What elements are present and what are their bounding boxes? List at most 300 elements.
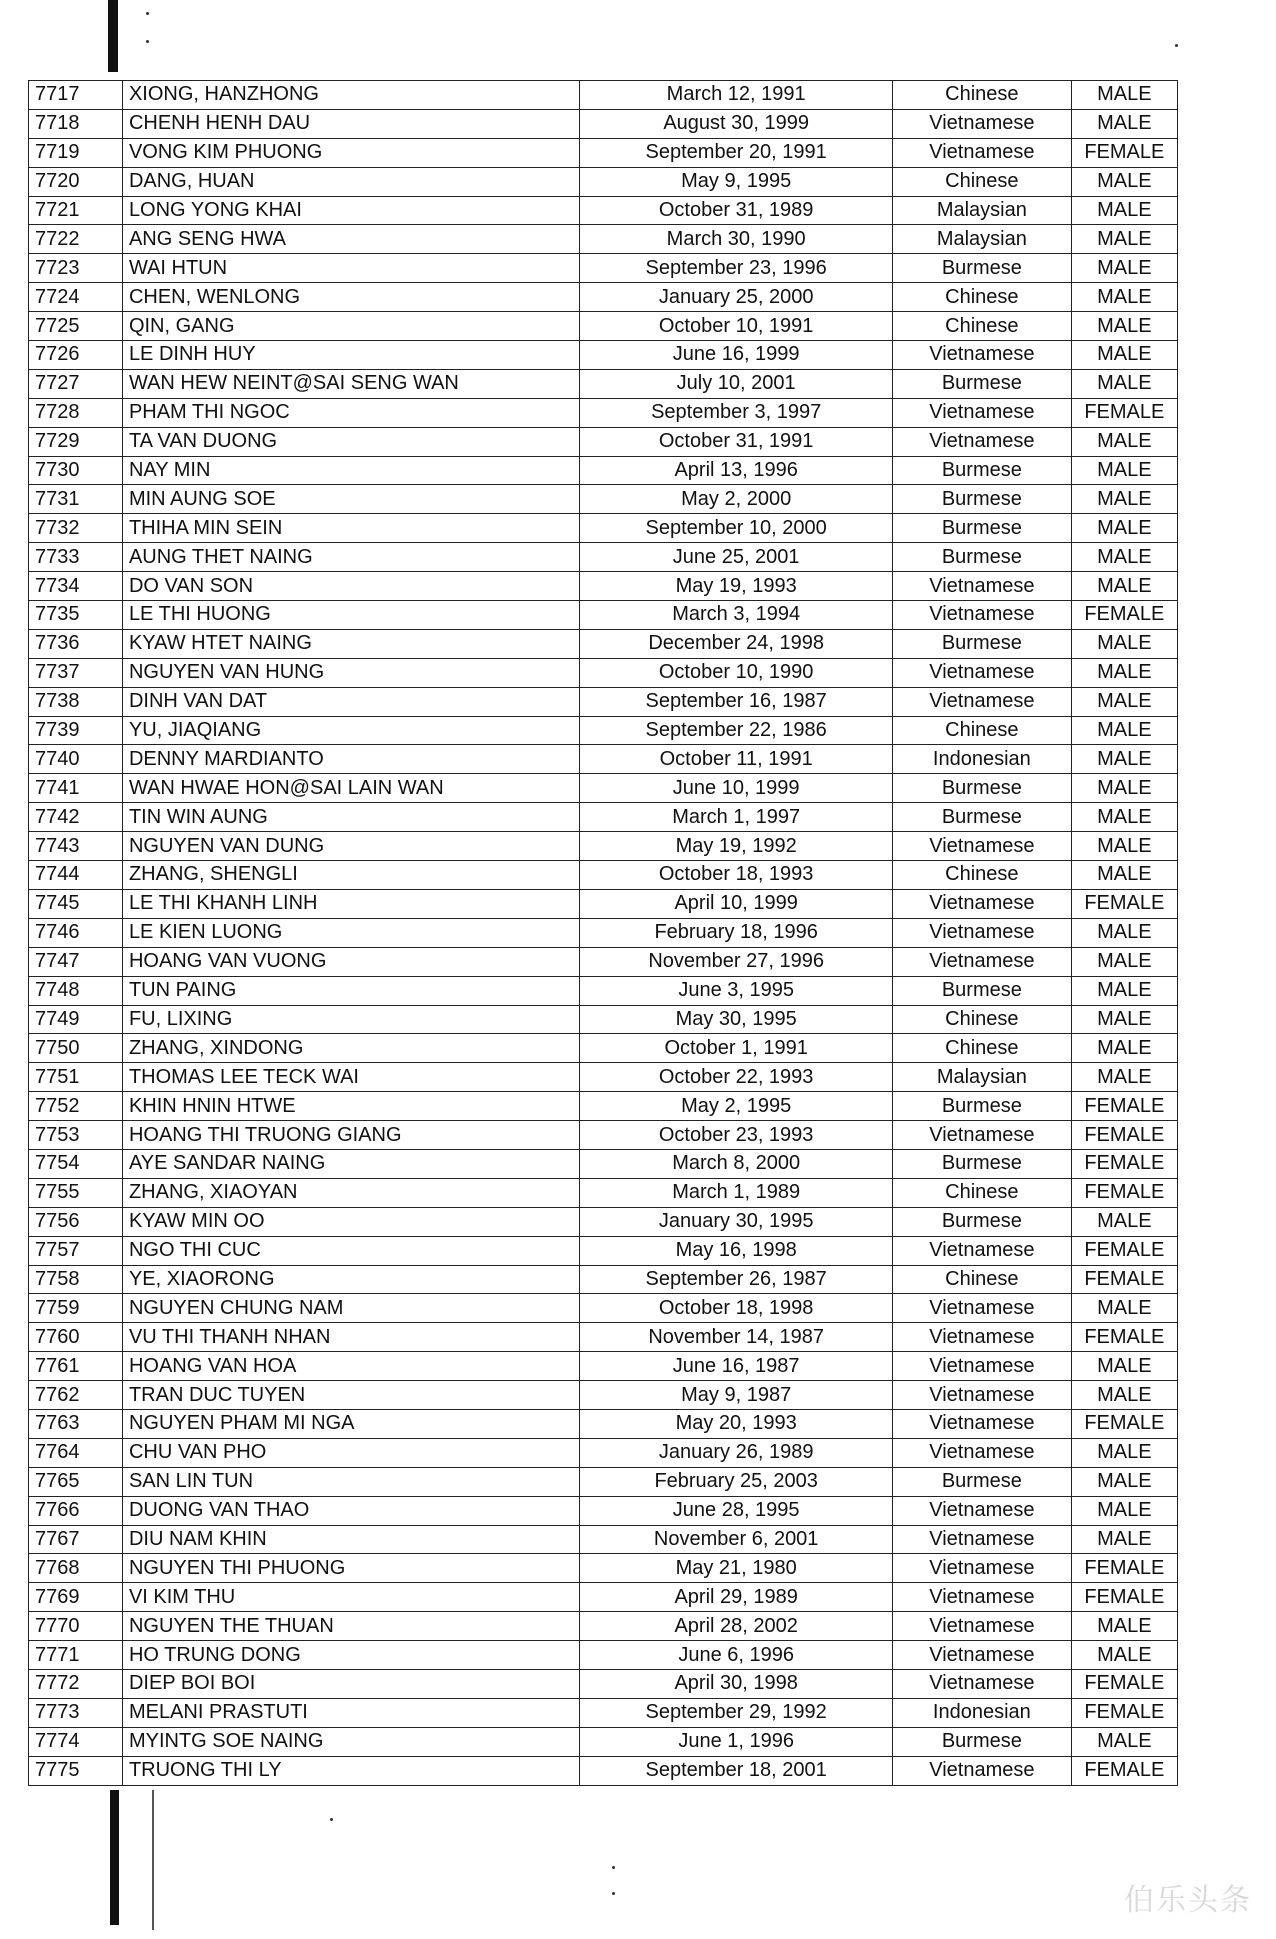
cell-sex: MALE	[1071, 1727, 1177, 1756]
cell-nationality: Malaysian	[893, 196, 1072, 225]
cell-nationality: Chinese	[893, 167, 1072, 196]
cell-number: 7717	[29, 81, 123, 110]
cell-nationality: Vietnamese	[893, 1121, 1072, 1150]
table-row	[29, 1409, 1178, 1438]
table-row	[29, 1641, 1178, 1670]
table-row	[29, 1669, 1178, 1698]
cell-birth-date: May 9, 1987	[580, 1381, 893, 1410]
table-row	[29, 1323, 1178, 1352]
table-row	[29, 167, 1178, 196]
cell-name: ANG SENG HWA	[122, 225, 579, 254]
scan-edge-left-line	[152, 1790, 154, 1930]
cell-number: 7743	[29, 832, 123, 861]
cell-number: 7771	[29, 1641, 123, 1670]
cell-number: 7773	[29, 1698, 123, 1727]
cell-name: NGUYEN VAN HUNG	[122, 658, 579, 687]
cell-birth-date: August 30, 1999	[580, 109, 893, 138]
cell-number: 7761	[29, 1352, 123, 1381]
cell-sex: FEMALE	[1071, 1265, 1177, 1294]
cell-nationality: Burmese	[893, 543, 1072, 572]
table-row	[29, 716, 1178, 745]
cell-number: 7764	[29, 1438, 123, 1467]
cell-name: WAI HTUN	[122, 254, 579, 283]
cell-number: 7720	[29, 167, 123, 196]
scan-speck	[146, 12, 149, 15]
cell-number: 7723	[29, 254, 123, 283]
cell-number: 7729	[29, 427, 123, 456]
cell-nationality: Vietnamese	[893, 658, 1072, 687]
cell-name: YU, JIAQIANG	[122, 716, 579, 745]
cell-sex: FEMALE	[1071, 1583, 1177, 1612]
cell-nationality: Burmese	[893, 254, 1072, 283]
cell-birth-date: February 25, 2003	[580, 1467, 893, 1496]
cell-sex: MALE	[1071, 716, 1177, 745]
cell-name: DIEP BOI BOI	[122, 1669, 579, 1698]
cell-sex: MALE	[1071, 167, 1177, 196]
cell-name: XIONG, HANZHONG	[122, 81, 579, 110]
cell-name: AYE SANDAR NAING	[122, 1149, 579, 1178]
table-row	[29, 1265, 1178, 1294]
cell-sex: FEMALE	[1071, 889, 1177, 918]
cell-name: MYINTG SOE NAING	[122, 1727, 579, 1756]
cell-number: 7736	[29, 629, 123, 658]
table-row	[29, 427, 1178, 456]
table-row	[29, 1236, 1178, 1265]
cell-sex: MALE	[1071, 745, 1177, 774]
cell-nationality: Chinese	[893, 1265, 1072, 1294]
cell-sex: FEMALE	[1071, 1092, 1177, 1121]
cell-birth-date: September 3, 1997	[580, 398, 893, 427]
cell-name: ZHANG, XINDONG	[122, 1034, 579, 1063]
table-row	[29, 889, 1178, 918]
cell-number: 7732	[29, 514, 123, 543]
cell-name: DANG, HUAN	[122, 167, 579, 196]
table-row	[29, 1063, 1178, 1092]
cell-nationality: Vietnamese	[893, 889, 1072, 918]
cell-sex: MALE	[1071, 543, 1177, 572]
table-row	[29, 1005, 1178, 1034]
table-row	[29, 1698, 1178, 1727]
cell-name: HO TRUNG DONG	[122, 1641, 579, 1670]
scan-speck	[612, 1892, 615, 1895]
table-row	[29, 601, 1178, 630]
roster-table-body	[29, 81, 1178, 1786]
roster-table-container	[28, 80, 1178, 1786]
cell-sex: MALE	[1071, 427, 1177, 456]
cell-sex: MALE	[1071, 1352, 1177, 1381]
table-row	[29, 1121, 1178, 1150]
cell-sex: MALE	[1071, 283, 1177, 312]
table-row	[29, 1207, 1178, 1236]
cell-nationality: Vietnamese	[893, 1236, 1072, 1265]
cell-sex: MALE	[1071, 485, 1177, 514]
cell-sex: MALE	[1071, 629, 1177, 658]
table-row	[29, 225, 1178, 254]
table-row	[29, 109, 1178, 138]
cell-number: 7746	[29, 918, 123, 947]
cell-nationality: Chinese	[893, 1178, 1072, 1207]
cell-sex: FEMALE	[1071, 1756, 1177, 1785]
cell-sex: FEMALE	[1071, 1236, 1177, 1265]
cell-nationality: Burmese	[893, 803, 1072, 832]
cell-sex: FEMALE	[1071, 1323, 1177, 1352]
cell-number: 7766	[29, 1496, 123, 1525]
cell-number: 7758	[29, 1265, 123, 1294]
cell-number: 7770	[29, 1612, 123, 1641]
cell-number: 7740	[29, 745, 123, 774]
watermark-logo: 伯乐头条	[1124, 1884, 1252, 1917]
cell-nationality: Vietnamese	[893, 947, 1072, 976]
cell-number: 7762	[29, 1381, 123, 1410]
cell-sex: MALE	[1071, 1467, 1177, 1496]
cell-name: KYAW HTET NAING	[122, 629, 579, 658]
cell-name: VI KIM THU	[122, 1583, 579, 1612]
cell-number: 7739	[29, 716, 123, 745]
table-row	[29, 341, 1178, 370]
cell-name: NGUYEN PHAM MI NGA	[122, 1409, 579, 1438]
cell-sex: MALE	[1071, 774, 1177, 803]
table-row	[29, 196, 1178, 225]
cell-number: 7763	[29, 1409, 123, 1438]
cell-sex: MALE	[1071, 1496, 1177, 1525]
cell-birth-date: October 10, 1990	[580, 658, 893, 687]
cell-number: 7767	[29, 1525, 123, 1554]
scan-edge-top	[108, 0, 118, 72]
cell-nationality: Vietnamese	[893, 1409, 1072, 1438]
table-row	[29, 803, 1178, 832]
table-row	[29, 283, 1178, 312]
table-row	[29, 456, 1178, 485]
cell-sex: FEMALE	[1071, 398, 1177, 427]
cell-birth-date: October 11, 1991	[580, 745, 893, 774]
cell-name: TRUONG THI LY	[122, 1756, 579, 1785]
table-row	[29, 138, 1178, 167]
cell-birth-date: April 13, 1996	[580, 456, 893, 485]
cell-nationality: Burmese	[893, 1149, 1072, 1178]
scan-speck	[330, 1818, 333, 1821]
table-row	[29, 1727, 1178, 1756]
cell-name: HOANG VAN VUONG	[122, 947, 579, 976]
cell-birth-date: September 10, 2000	[580, 514, 893, 543]
cell-birth-date: October 23, 1993	[580, 1121, 893, 1150]
cell-sex: MALE	[1071, 861, 1177, 890]
cell-birth-date: September 22, 1986	[580, 716, 893, 745]
cell-number: 7772	[29, 1669, 123, 1698]
cell-birth-date: May 2, 2000	[580, 485, 893, 514]
cell-sex: MALE	[1071, 947, 1177, 976]
cell-number: 7745	[29, 889, 123, 918]
cell-sex: MALE	[1071, 1381, 1177, 1410]
cell-name: MELANI PRASTUTI	[122, 1698, 579, 1727]
cell-number: 7769	[29, 1583, 123, 1612]
cell-name: NGUYEN THE THUAN	[122, 1612, 579, 1641]
cell-nationality: Burmese	[893, 485, 1072, 514]
cell-nationality: Chinese	[893, 861, 1072, 890]
cell-nationality: Chinese	[893, 81, 1072, 110]
cell-sex: MALE	[1071, 1034, 1177, 1063]
cell-sex: MALE	[1071, 225, 1177, 254]
table-row	[29, 947, 1178, 976]
cell-nationality: Malaysian	[893, 225, 1072, 254]
cell-name: DO VAN SON	[122, 572, 579, 601]
cell-birth-date: June 1, 1996	[580, 1727, 893, 1756]
cell-name: DIU NAM KHIN	[122, 1525, 579, 1554]
cell-nationality: Malaysian	[893, 1063, 1072, 1092]
cell-nationality: Burmese	[893, 976, 1072, 1005]
cell-name: KHIN HNIN HTWE	[122, 1092, 579, 1121]
cell-name: WAN HWAE HON@SAI LAIN WAN	[122, 774, 579, 803]
cell-nationality: Vietnamese	[893, 572, 1072, 601]
cell-birth-date: October 18, 1998	[580, 1294, 893, 1323]
cell-number: 7756	[29, 1207, 123, 1236]
cell-sex: MALE	[1071, 687, 1177, 716]
cell-number: 7741	[29, 774, 123, 803]
cell-name: TRAN DUC TUYEN	[122, 1381, 579, 1410]
table-row	[29, 1092, 1178, 1121]
cell-name: CHENH HENH DAU	[122, 109, 579, 138]
cell-birth-date: March 1, 1997	[580, 803, 893, 832]
cell-birth-date: May 9, 1995	[580, 167, 893, 196]
cell-name: LONG YONG KHAI	[122, 196, 579, 225]
cell-sex: FEMALE	[1071, 138, 1177, 167]
table-row	[29, 861, 1178, 890]
table-row	[29, 254, 1178, 283]
cell-number: 7719	[29, 138, 123, 167]
cell-name: DUONG VAN THAO	[122, 1496, 579, 1525]
cell-birth-date: June 3, 1995	[580, 976, 893, 1005]
table-row	[29, 1467, 1178, 1496]
cell-sex: MALE	[1071, 1294, 1177, 1323]
cell-birth-date: October 1, 1991	[580, 1034, 893, 1063]
cell-name: DINH VAN DAT	[122, 687, 579, 716]
cell-sex: MALE	[1071, 254, 1177, 283]
cell-name: NGUYEN THI PHUONG	[122, 1554, 579, 1583]
table-row	[29, 1034, 1178, 1063]
cell-name: QIN, GANG	[122, 312, 579, 341]
cell-name: WAN HEW NEINT@SAI SENG WAN	[122, 369, 579, 398]
cell-name: MIN AUNG SOE	[122, 485, 579, 514]
table-row	[29, 1756, 1178, 1785]
cell-nationality: Burmese	[893, 1467, 1072, 1496]
cell-nationality: Burmese	[893, 1207, 1072, 1236]
cell-nationality: Burmese	[893, 514, 1072, 543]
cell-number: 7727	[29, 369, 123, 398]
cell-number: 7774	[29, 1727, 123, 1756]
cell-birth-date: June 10, 1999	[580, 774, 893, 803]
cell-name: HOANG VAN HOA	[122, 1352, 579, 1381]
cell-name: CHEN, WENLONG	[122, 283, 579, 312]
cell-nationality: Vietnamese	[893, 687, 1072, 716]
cell-sex: MALE	[1071, 196, 1177, 225]
cell-number: 7750	[29, 1034, 123, 1063]
cell-name: NAY MIN	[122, 456, 579, 485]
cell-name: DENNY MARDIANTO	[122, 745, 579, 774]
cell-sex: FEMALE	[1071, 1121, 1177, 1150]
cell-sex: MALE	[1071, 1525, 1177, 1554]
table-row	[29, 312, 1178, 341]
cell-sex: MALE	[1071, 81, 1177, 110]
cell-number: 7768	[29, 1554, 123, 1583]
cell-birth-date: May 30, 1995	[580, 1005, 893, 1034]
cell-number: 7757	[29, 1236, 123, 1265]
cell-sex: MALE	[1071, 832, 1177, 861]
cell-sex: FEMALE	[1071, 1178, 1177, 1207]
cell-birth-date: May 21, 1980	[580, 1554, 893, 1583]
cell-nationality: Burmese	[893, 1727, 1072, 1756]
cell-name: ZHANG, SHENGLI	[122, 861, 579, 890]
table-row	[29, 543, 1178, 572]
cell-sex: MALE	[1071, 976, 1177, 1005]
table-row	[29, 81, 1178, 110]
cell-number: 7726	[29, 341, 123, 370]
cell-number: 7744	[29, 861, 123, 890]
cell-name: YE, XIAORONG	[122, 1265, 579, 1294]
cell-sex: FEMALE	[1071, 1698, 1177, 1727]
cell-birth-date: March 3, 1994	[580, 601, 893, 630]
cell-nationality: Vietnamese	[893, 1381, 1072, 1410]
table-row	[29, 976, 1178, 1005]
cell-nationality: Chinese	[893, 283, 1072, 312]
cell-nationality: Vietnamese	[893, 1756, 1072, 1785]
cell-number: 7730	[29, 456, 123, 485]
cell-number: 7722	[29, 225, 123, 254]
cell-nationality: Vietnamese	[893, 1525, 1072, 1554]
cell-birth-date: April 10, 1999	[580, 889, 893, 918]
cell-birth-date: March 30, 1990	[580, 225, 893, 254]
table-row	[29, 1381, 1178, 1410]
cell-number: 7765	[29, 1467, 123, 1496]
table-row	[29, 745, 1178, 774]
cell-birth-date: September 20, 1991	[580, 138, 893, 167]
cell-birth-date: April 28, 2002	[580, 1612, 893, 1641]
cell-nationality: Vietnamese	[893, 1612, 1072, 1641]
cell-birth-date: January 25, 2000	[580, 283, 893, 312]
cell-birth-date: October 22, 1993	[580, 1063, 893, 1092]
cell-sex: MALE	[1071, 1612, 1177, 1641]
cell-number: 7718	[29, 109, 123, 138]
scan-speck	[146, 40, 149, 43]
cell-number: 7775	[29, 1756, 123, 1785]
table-row	[29, 1294, 1178, 1323]
roster-table	[28, 80, 1178, 1786]
cell-name: HOANG THI TRUONG GIANG	[122, 1121, 579, 1150]
table-row	[29, 572, 1178, 601]
cell-sex: MALE	[1071, 1641, 1177, 1670]
cell-birth-date: June 28, 1995	[580, 1496, 893, 1525]
cell-number: 7755	[29, 1178, 123, 1207]
cell-nationality: Indonesian	[893, 745, 1072, 774]
cell-number: 7742	[29, 803, 123, 832]
cell-birth-date: March 1, 1989	[580, 1178, 893, 1207]
cell-birth-date: November 27, 1996	[580, 947, 893, 976]
scan-edge-bottom	[110, 1790, 119, 1925]
cell-nationality: Vietnamese	[893, 427, 1072, 456]
table-row	[29, 369, 1178, 398]
cell-number: 7738	[29, 687, 123, 716]
cell-name: NGUYEN CHUNG NAM	[122, 1294, 579, 1323]
table-row	[29, 485, 1178, 514]
cell-number: 7735	[29, 601, 123, 630]
cell-name: VONG KIM PHUONG	[122, 138, 579, 167]
scan-speck	[1175, 44, 1178, 47]
cell-number: 7733	[29, 543, 123, 572]
cell-number: 7724	[29, 283, 123, 312]
cell-sex: MALE	[1071, 456, 1177, 485]
cell-name: AUNG THET NAING	[122, 543, 579, 572]
table-row	[29, 1178, 1178, 1207]
cell-number: 7728	[29, 398, 123, 427]
cell-birth-date: February 18, 1996	[580, 918, 893, 947]
cell-number: 7734	[29, 572, 123, 601]
cell-number: 7725	[29, 312, 123, 341]
table-row	[29, 514, 1178, 543]
cell-birth-date: November 6, 2001	[580, 1525, 893, 1554]
cell-nationality: Vietnamese	[893, 832, 1072, 861]
scan-speck	[612, 1866, 615, 1869]
table-row	[29, 832, 1178, 861]
cell-nationality: Burmese	[893, 456, 1072, 485]
table-row	[29, 1525, 1178, 1554]
table-row	[29, 1149, 1178, 1178]
cell-sex: MALE	[1071, 514, 1177, 543]
cell-number: 7731	[29, 485, 123, 514]
cell-number: 7753	[29, 1121, 123, 1150]
cell-birth-date: May 19, 1993	[580, 572, 893, 601]
cell-name: CHU VAN PHO	[122, 1438, 579, 1467]
cell-sex: MALE	[1071, 1063, 1177, 1092]
cell-sex: MALE	[1071, 1207, 1177, 1236]
cell-nationality: Vietnamese	[893, 1583, 1072, 1612]
cell-birth-date: September 29, 1992	[580, 1698, 893, 1727]
table-row	[29, 658, 1178, 687]
cell-number: 7748	[29, 976, 123, 1005]
cell-name: KYAW MIN OO	[122, 1207, 579, 1236]
cell-name: VU THI THANH NHAN	[122, 1323, 579, 1352]
cell-nationality: Chinese	[893, 1034, 1072, 1063]
cell-number: 7737	[29, 658, 123, 687]
table-row	[29, 687, 1178, 716]
cell-nationality: Vietnamese	[893, 1496, 1072, 1525]
cell-number: 7721	[29, 196, 123, 225]
table-row	[29, 629, 1178, 658]
table-row	[29, 774, 1178, 803]
cell-sex: MALE	[1071, 341, 1177, 370]
cell-sex: MALE	[1071, 1438, 1177, 1467]
cell-name: LE KIEN LUONG	[122, 918, 579, 947]
cell-number: 7759	[29, 1294, 123, 1323]
cell-nationality: Burmese	[893, 629, 1072, 658]
cell-nationality: Burmese	[893, 369, 1072, 398]
cell-sex: FEMALE	[1071, 1149, 1177, 1178]
table-row	[29, 1352, 1178, 1381]
cell-birth-date: May 16, 1998	[580, 1236, 893, 1265]
cell-number: 7760	[29, 1323, 123, 1352]
cell-nationality: Vietnamese	[893, 1294, 1072, 1323]
cell-birth-date: January 26, 1989	[580, 1438, 893, 1467]
cell-nationality: Chinese	[893, 312, 1072, 341]
cell-name: PHAM THI NGOC	[122, 398, 579, 427]
cell-name: TIN WIN AUNG	[122, 803, 579, 832]
table-row	[29, 1496, 1178, 1525]
cell-name: ZHANG, XIAOYAN	[122, 1178, 579, 1207]
cell-birth-date: April 29, 1989	[580, 1583, 893, 1612]
cell-nationality: Vietnamese	[893, 341, 1072, 370]
cell-name: LE DINH HUY	[122, 341, 579, 370]
cell-sex: FEMALE	[1071, 1669, 1177, 1698]
table-row	[29, 1554, 1178, 1583]
cell-nationality: Vietnamese	[893, 1641, 1072, 1670]
cell-name: SAN LIN TUN	[122, 1467, 579, 1496]
